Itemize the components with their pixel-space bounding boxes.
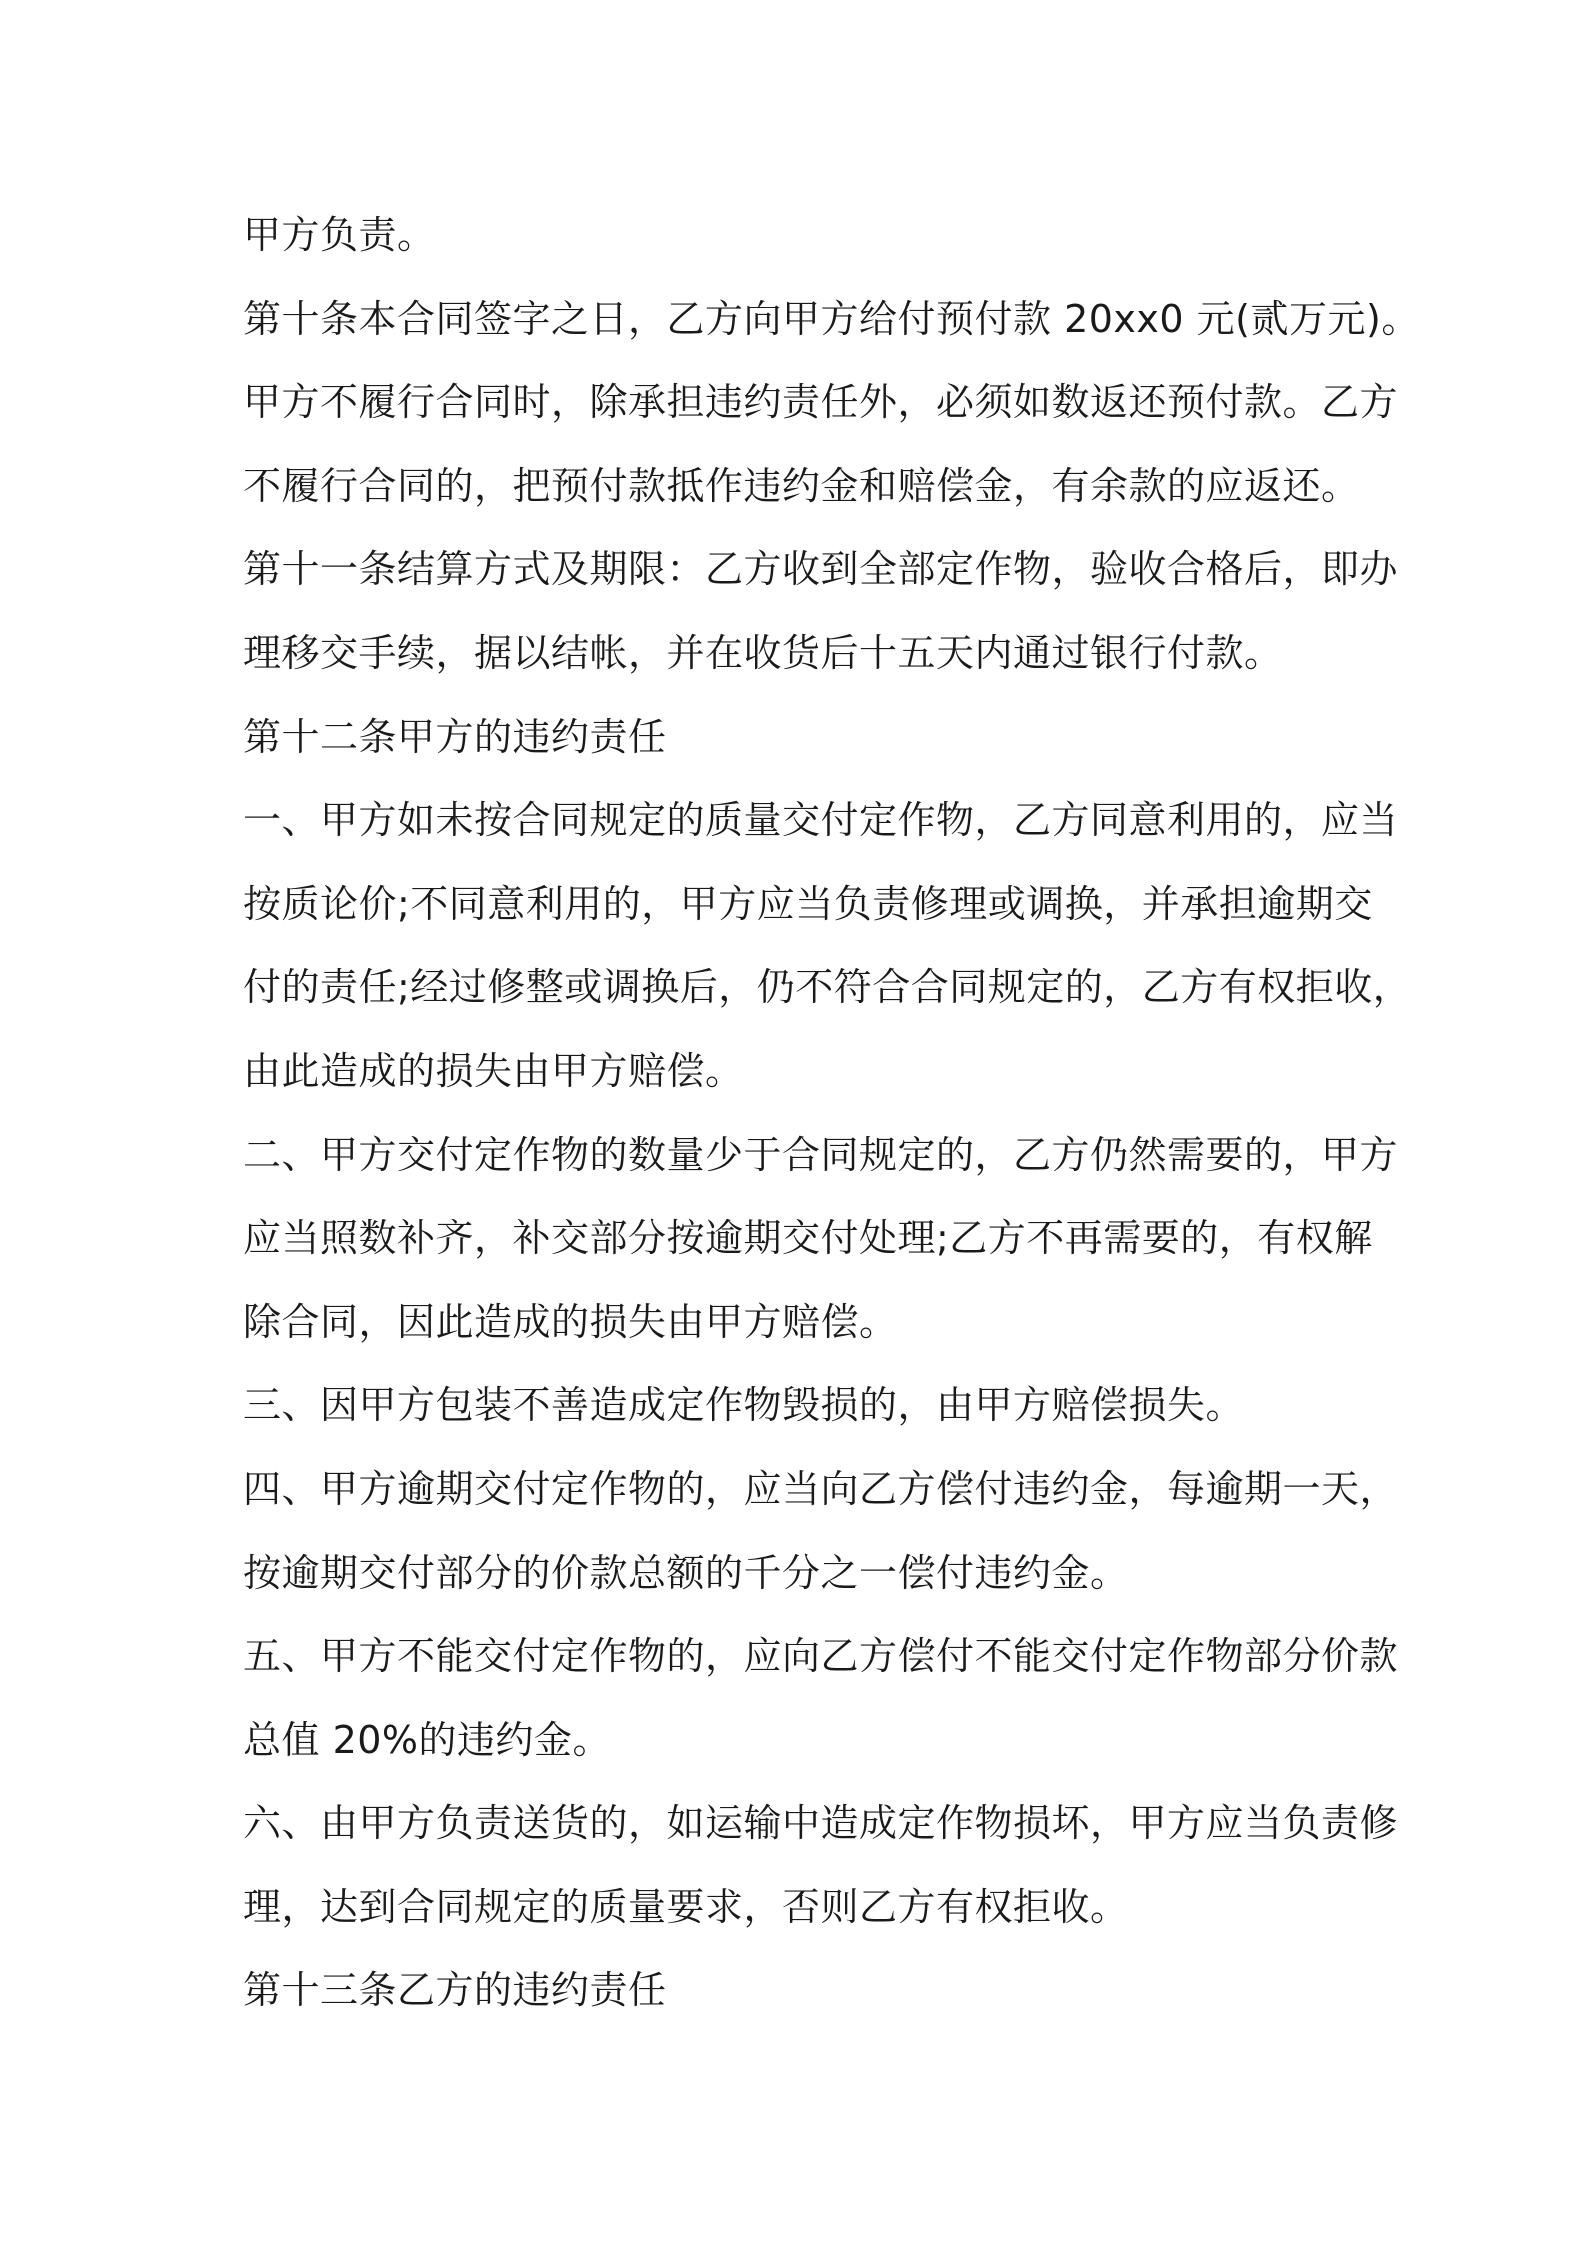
text-line: 按质论价;不同意利用的，甲方应当负责修理或调换，并承担逾期交: [243, 881, 1373, 926]
text-line: 除合同，因此造成的损失由甲方赔偿。: [243, 1299, 898, 1344]
text-line: 总值 20%的违约金。: [243, 1717, 612, 1762]
text-line: 二、甲方交付定作物的数量少于合同规定的，乙方仍然需要的，甲方: [243, 1132, 1399, 1177]
text-line: 应当照数补齐，补交部分按逾期交付处理;乙方不再需要的，有权解: [243, 1216, 1373, 1261]
text-line: 理移交手续，据以结帐，并在收货后十五天内通过银行付款。: [243, 630, 1283, 675]
text-line: 理，达到合同规定的质量要求，否则乙方有权拒收。: [243, 1884, 1129, 1929]
text-line: 五、甲方不能交付定作物的，应向乙方偿付不能交付定作物部分价款: [243, 1634, 1399, 1679]
document-body: [243, 194, 1420, 2033]
clause-12-heading: 第十二条甲方的违约责任: [243, 714, 667, 759]
text-line: 三、因甲方包装不善造成定作物毁损的，由甲方赔偿损失。: [243, 1383, 1245, 1428]
text-line: 付的责任;经过修整或调换后，仍不符合合同规定的，乙方有权拒收，: [243, 965, 1412, 1010]
text-line: 不履行合同的，把预付款抵作违约金和赔偿金，有余款的应返还。: [243, 463, 1360, 508]
text-line: 按逾期交付部分的价款总额的千分之一偿付违约金。: [243, 1550, 1129, 1595]
text-line: 六、由甲方负责送货的，如运输中造成定作物损坏，甲方应当负责修: [243, 1801, 1399, 1846]
text-line: 一、甲方如未按合同规定的质量交付定作物，乙方同意利用的，应当: [243, 798, 1399, 843]
clause-10-heading: 第十条本合同签字之日，乙方向甲方给付预付款 20xx0 元(贰万元)。: [243, 296, 1420, 341]
text-line: 由此造成的损失由甲方赔偿。: [243, 1048, 744, 1093]
text-line: 甲方不履行合同时，除承担违约责任外，必须如数返还预付款。乙方: [243, 380, 1399, 425]
clause-11-heading: 第十一条结算方式及期限：乙方收到全部定作物，验收合格后，即办: [243, 547, 1399, 592]
text-line: 甲方负责。: [243, 213, 436, 257]
text-line: 四、甲方逾期交付定作物的，应当向乙方偿付违约金，每逾期一天，: [243, 1466, 1399, 1511]
clause-13-heading: 第十三条乙方的违约责任: [243, 1968, 667, 2013]
